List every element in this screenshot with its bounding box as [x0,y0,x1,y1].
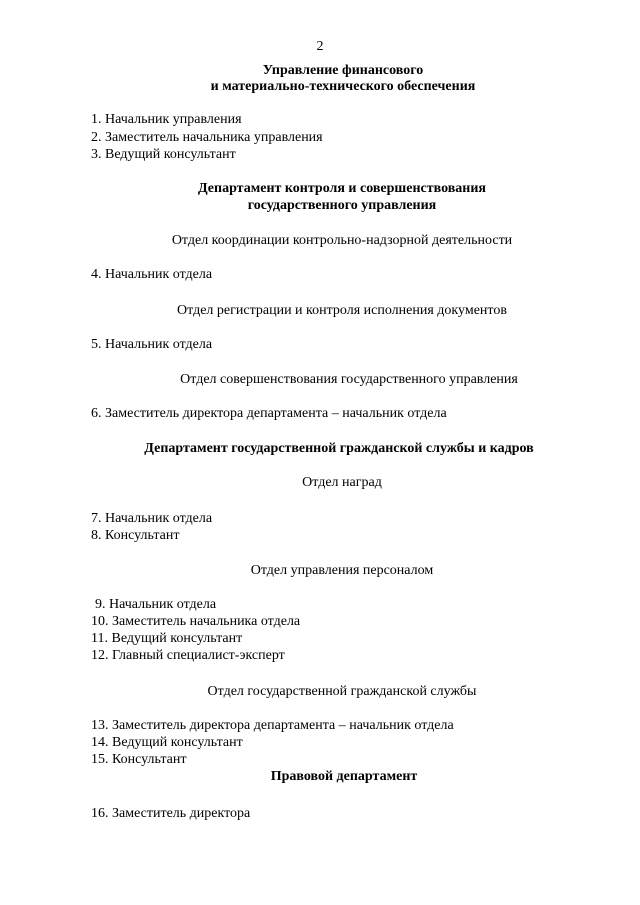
section-heading: государственного управления [247,198,437,213]
list-item: 8. Консультант [91,528,180,543]
list-item: 15. Консультант [91,752,187,767]
list-item: 2. Заместитель начальника управления [91,130,323,145]
list-item: 1. Начальник управления [91,112,242,127]
section-heading: Департамент контроля и совершенствования [197,181,487,196]
section-heading: Правовой департамент [270,769,418,784]
list-item: 5. Начальник отдела [91,337,213,352]
department-subheading: Отдел совершенствования государственного управления [180,372,518,387]
list-item: 6. Заместитель директора департамента – начальник отдела [91,406,447,421]
list-item: 7. Начальник отдела [91,511,213,526]
list-item: 9. Начальник отдела [95,597,217,612]
list-item: 10. Заместитель начальника отдела [91,614,301,629]
department-subheading: Отдел государственной гражданской службы [207,684,477,699]
department-subheading: Отдел управления персоналом [250,563,434,578]
section-heading: Управление финансового [262,63,424,78]
section-heading: Департамент государственной гражданской службы и кадров [144,441,534,456]
list-item: 4. Начальник отдела [91,267,213,282]
section-heading: и материально-технического обеспечения [210,79,476,94]
list-item: 11. Ведущий консультант [91,631,243,646]
list-item: 12. Главный специалист-эксперт [91,648,285,663]
department-subheading: Отдел наград [302,475,382,490]
list-item: 14. Ведущий консультант [91,735,243,750]
list-item: 13. Заместитель директора департамента – начальник отдела [91,718,454,733]
list-item: 16. Заместитель директора [91,806,251,821]
department-subheading: Отдел регистрации и контроля исполнения документов [177,303,507,318]
page-number: 2 [316,39,324,54]
department-subheading: Отдел координации контрольно-надзорной деятельности [171,233,513,248]
list-item: 3. Ведущий консультант [91,147,236,162]
